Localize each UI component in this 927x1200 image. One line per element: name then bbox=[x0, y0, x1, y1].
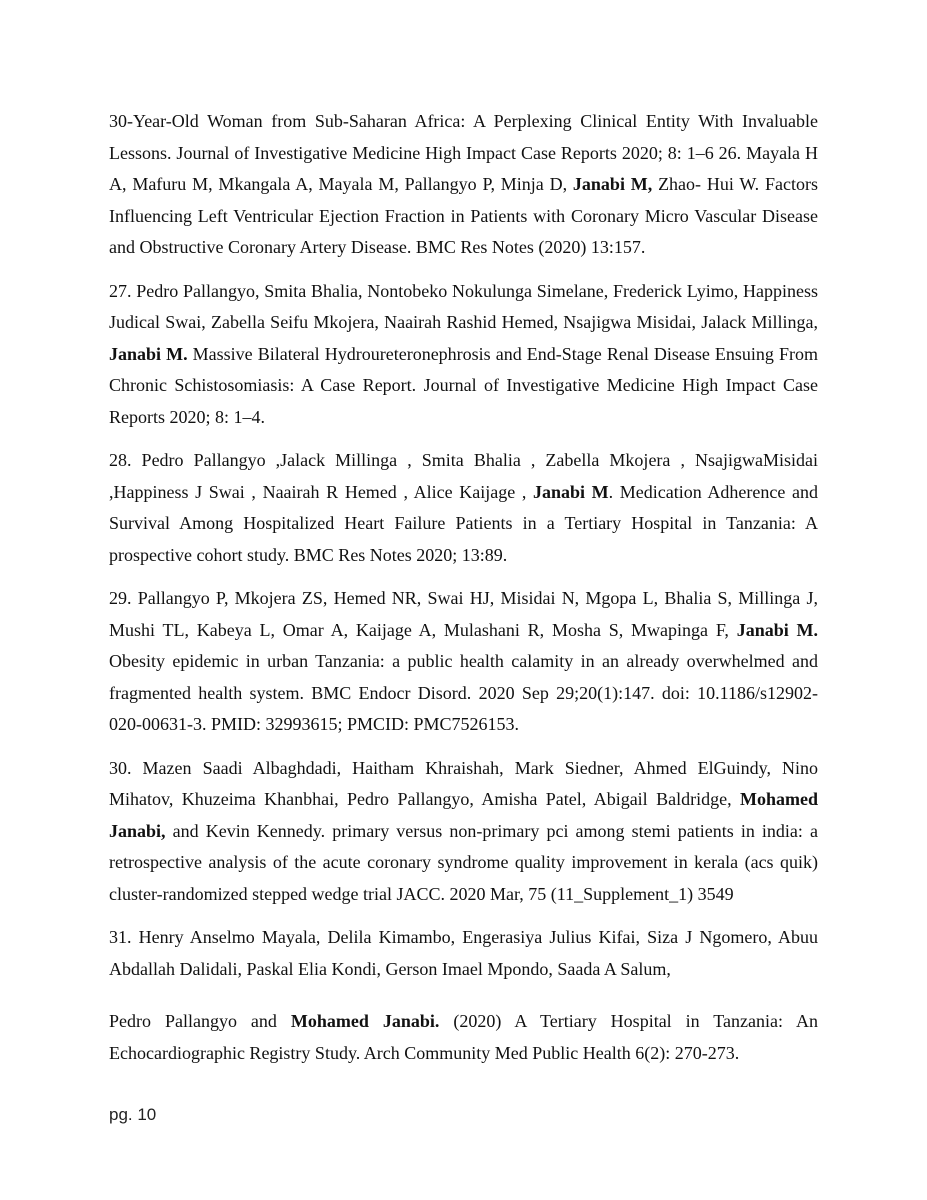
reference-text: 27. Pedro Pallangyo, Smita Bhalia, Nontobeko Nokulunga Simelane, Frederick Lyimo, Happiness Judical Swai, Zabella Seifu Mkojera, Naairah Rashid Hemed, Nsajigwa Misidai, Jalack Millinga, bbox=[109, 280, 818, 332]
reference-text: Obesity epidemic in urban Tanzania: a public health calamity in an already overwhelmed and fragmented health system. BMC Endocr Disord. 2020 Sep 29;20(1):147. doi: 10.1186/s12902-020-00631-3. PMID: 32993615; PMCID: PMC7526153. bbox=[109, 651, 818, 734]
author-highlight: Mohamed Janabi. bbox=[290, 1011, 440, 1031]
paragraph-spacer bbox=[109, 571, 818, 583]
paragraph-spacer bbox=[109, 985, 818, 1006]
author-highlight: Janabi M bbox=[532, 481, 609, 502]
reference-text: Massive Bilateral Hydroureteronephrosis and End-Stage Renal Disease Ensuing From Chronic Schistosomiasis: A Case Report. Journal of Investigative Medicine High Impact Case Reports 2020; 8: 1–4. bbox=[109, 343, 818, 427]
reference-list bbox=[109, 106, 818, 1069]
paragraph-spacer bbox=[109, 433, 818, 445]
paragraph-spacer bbox=[109, 741, 818, 753]
reference-text: 31. Henry Anselmo Mayala, Delila Kimambo, Engerasiya Julius Kifai, Siza J Ngomero, Abuu Abdallah Dalidali, Paskal Elia Kondi, Gerson Imael Mpondo, Saada A Salum, bbox=[109, 927, 818, 979]
paragraph-spacer bbox=[109, 264, 818, 276]
page-number: pg. 10 bbox=[109, 1105, 157, 1124]
reference-paragraph bbox=[109, 1006, 818, 1069]
reference-text: and Kevin Kennedy. primary versus non-primary pci among stemi patients in india: a retrospective analysis of the acute coronary syndrome quality improvement in kerala (acs quik) cluster-randomized stepped wedge trial JACC. 2020 Mar, 75 (11_Supplement_1) 3549 bbox=[109, 820, 818, 904]
author-highlight: Janabi M, bbox=[572, 174, 653, 194]
reference-paragraph bbox=[109, 106, 818, 264]
reference-paragraph bbox=[109, 753, 818, 911]
reference-text: 30. Mazen Saadi Albaghdadi, Haitham Khraishah, Mark Siedner, Ahmed ElGuindy, Nino Mihatov, Khuzeima Khanbhai, Pedro Pallangyo, Amisha Patel, Abigail Baldridge, bbox=[109, 757, 818, 809]
reference-paragraph bbox=[109, 922, 818, 985]
author-highlight: Janabi M. bbox=[109, 343, 188, 364]
reference-text: 29. Pallangyo P, Mkojera ZS, Hemed NR, Swai HJ, Misidai N, Mgopa L, Bhalia S, Millinga J, Mushi TL, Kabeya L, Omar A, Kaijage A, Mulashani R, Mosha S, Mwapinga F, bbox=[109, 588, 818, 640]
paragraph-spacer bbox=[109, 910, 818, 922]
author-highlight: Mohamed Janabi, bbox=[109, 789, 818, 841]
reference-text: Pedro Pallangyo and bbox=[109, 1011, 291, 1031]
reference-text: (2020) A Tertiary Hospital in Tanzania: An Echocardiographic Registry Study. Arch Community Med Public Health 6(2): 270-273. bbox=[109, 1011, 818, 1063]
reference-text: Zhao- Hui W. Factors Influencing Left Ventricular Ejection Fraction in Patients with Coronary Micro Vascular Disease and Obstructive Coronary Artery Disease. BMC Res Notes (2020) 13:157. bbox=[109, 174, 818, 257]
reference-text: . Medication Adherence and Survival Among Hospitalized Heart Failure Patients in a Tertiary Hospital in Tanzania: A prospective cohort study. BMC Res Notes 2020; 13:89. bbox=[109, 481, 818, 565]
reference-text: 30-Year-Old Woman from Sub-Saharan Africa: A Perplexing Clinical Entity With Invaluable Lessons. Journal of Investigative Medicine High Impact Case Reports 2020; 8: 1–6 26. Mayala H A, Mafuru M, Mkangala A, Mayala M, Pallangyo P, Minja D, bbox=[109, 111, 818, 194]
reference-paragraph bbox=[109, 276, 818, 434]
reference-paragraph bbox=[109, 445, 818, 571]
author-highlight: Janabi M. bbox=[736, 619, 818, 640]
reference-text: 28. Pedro Pallangyo ,Jalack Millinga , Smita Bhalia , Zabella Mkojera , NsajigwaMisidai ,Happiness J Swai , Naairah R Hemed , Alice Kaijage , bbox=[109, 450, 818, 502]
reference-paragraph bbox=[109, 583, 818, 741]
